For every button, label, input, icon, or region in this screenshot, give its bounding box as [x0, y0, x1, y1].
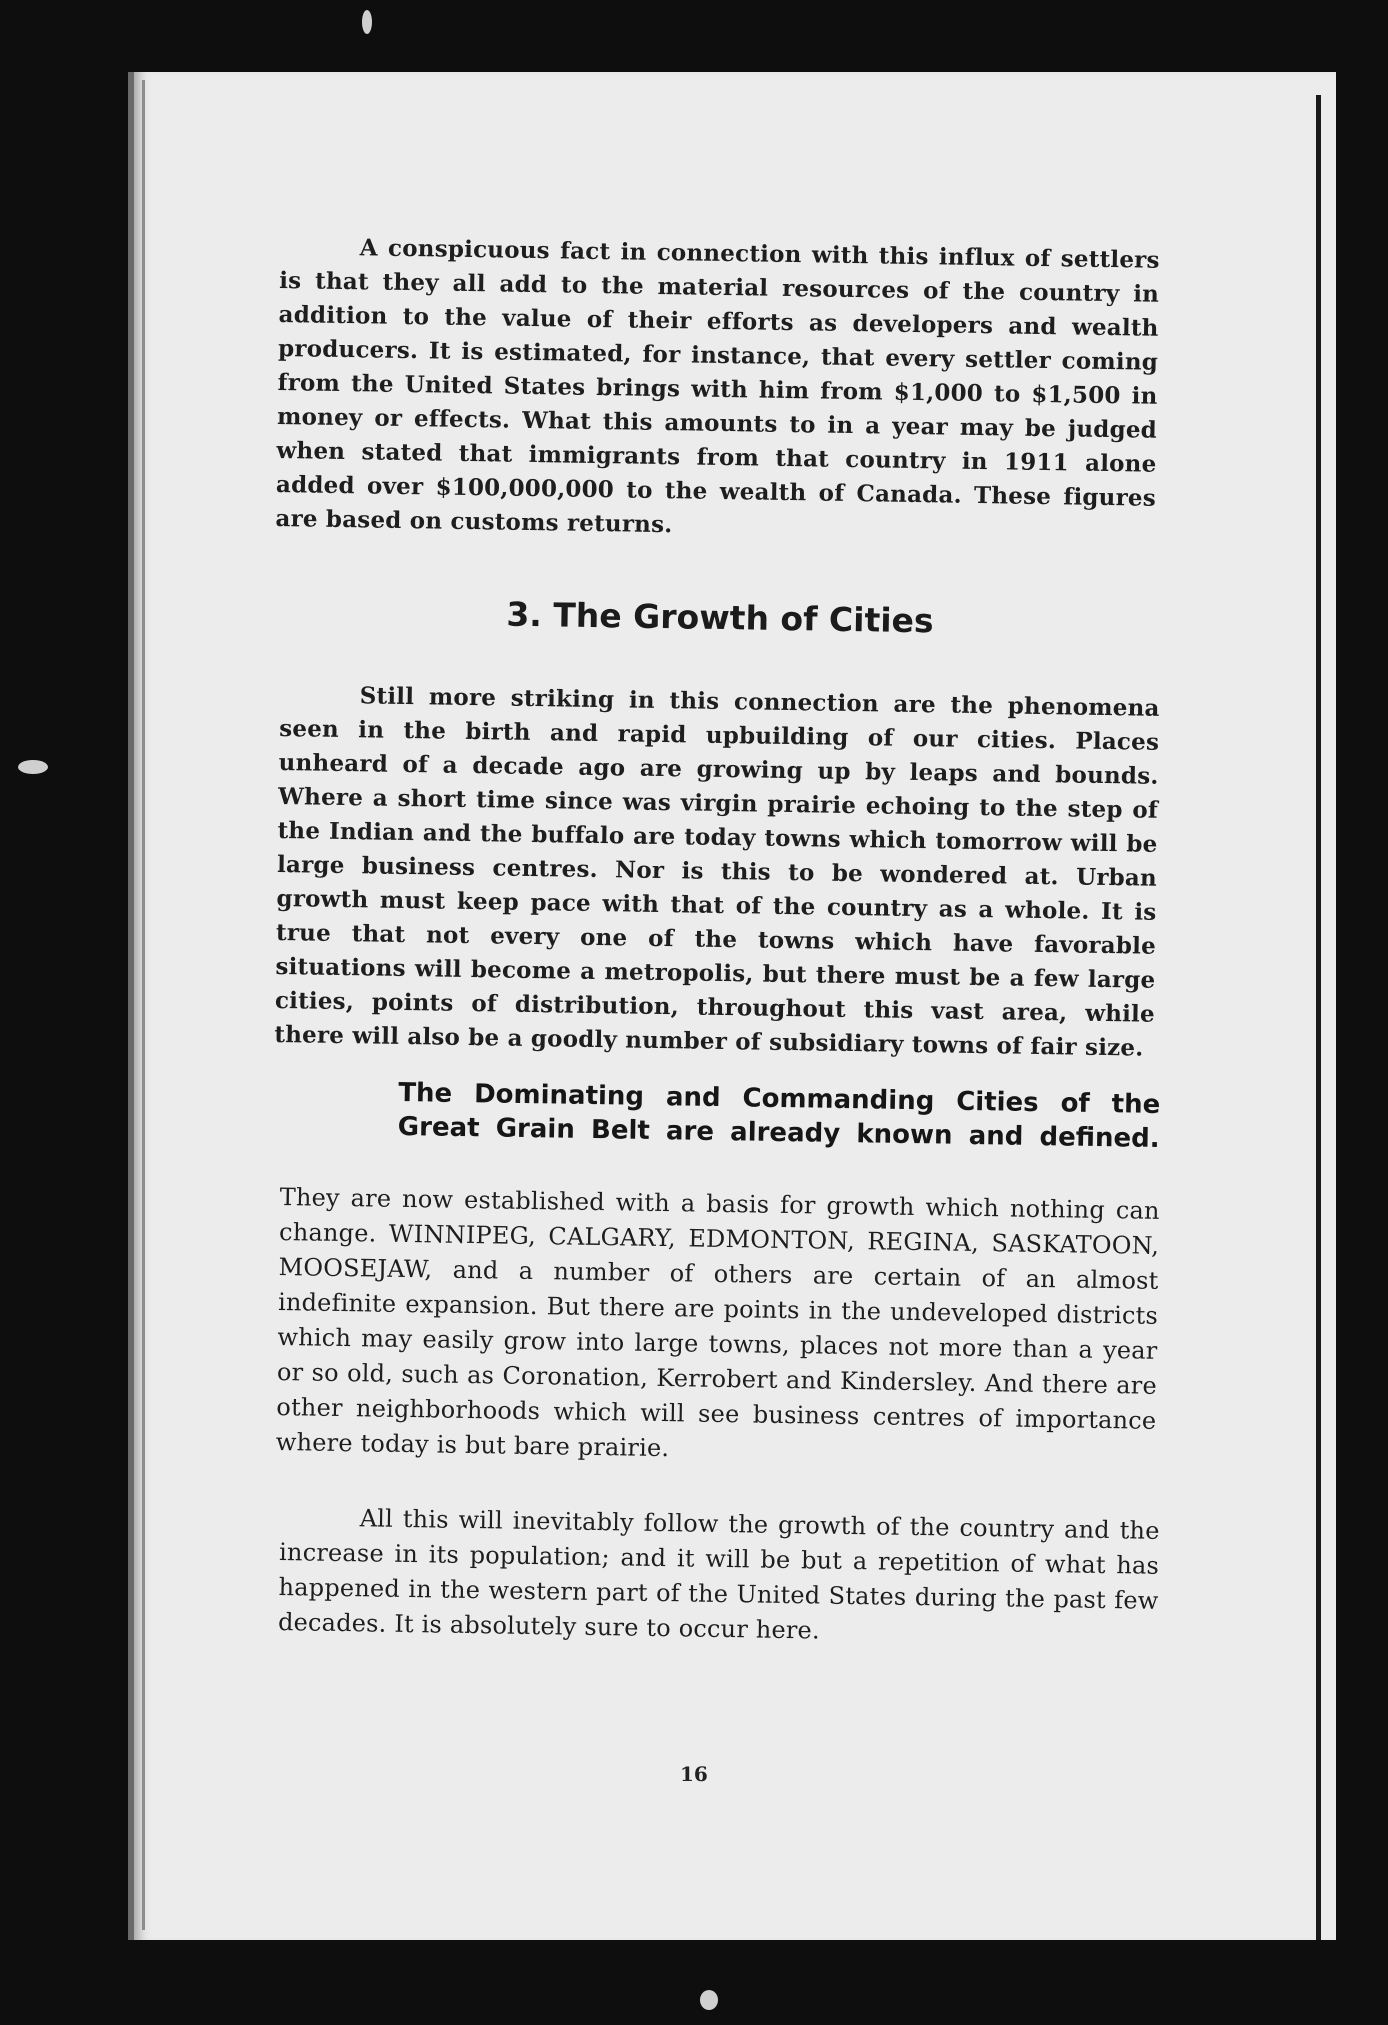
cities-paragraph: Still more striking in this connection are the phenomena seen in the birth and rapid upbuilding of our cities. Places unheard of a decade ago are growing up by leaps and bounds. Where a short time since was virgin prairie echoing to the step of the Indian and the buffalo are today towns which tomorrow will be large business centres. Nor is this to be wondered at. Urban growth must keep pace with that of the country as a whole. It is true that not every one of the towns which have favorable situations will become a metropolis, but there must be a few large cities, points of distribution, throughout this vast area, while there will also be a goodly number of subsidiary towns of fair size.	[274, 682, 1160, 1062]
closing-paragraph: All this will inevitably follow the growth of the country and the increase in its population; and it will be but a repetition of what has happened in the western part of the United States during the past few decades. It is absolutely sure to occur here.	[277, 1504, 1160, 1645]
page-binding-edge	[142, 80, 145, 1930]
established-paragraph: They are now established with a basis for growth which nothing can change. WINNIPEG, CALGARY, EDMONTON, REGINA, SASKATOON, MOOSEJAW, and a number of others are certain of an almost indefinite expansion. But there are points in the undeveloped districts which may easily grow into large towns, places not more than a year or so old, such as Coronation, Kerrobert and Kindersley. And there are other neighborhoods which will see business centres of importance where today is but bare prairie.	[275, 1182, 1160, 1463]
subheading: The Dominating and Commanding Cities of the Great Grain Belt are already known and defined.	[397, 1078, 1161, 1154]
page-right-edge	[1316, 95, 1321, 1940]
scan-artifact	[18, 760, 48, 774]
scan-artifact	[362, 10, 372, 34]
scan-artifact	[700, 1990, 718, 2010]
page-content	[274, 230, 1161, 1645]
section-heading: 3. The Growth of Cities	[506, 594, 934, 641]
page-number: 16	[680, 1762, 708, 1786]
intro-paragraph: A conspicuous fact in connection with this influx of settlers is that they all add to the material resources of the country in addition to the value of their efforts as developers and wealth producers. It is estimated, for instance, that every settler coming from the United States brings with him from $1,000 to $1,500 in money or effects. What this amounts to in a year may be judged when stated that immigrants from that country in 1911 alone added over $100,000,000 to the wealth of Canada. These figures are based on customs returns.	[275, 234, 1160, 539]
